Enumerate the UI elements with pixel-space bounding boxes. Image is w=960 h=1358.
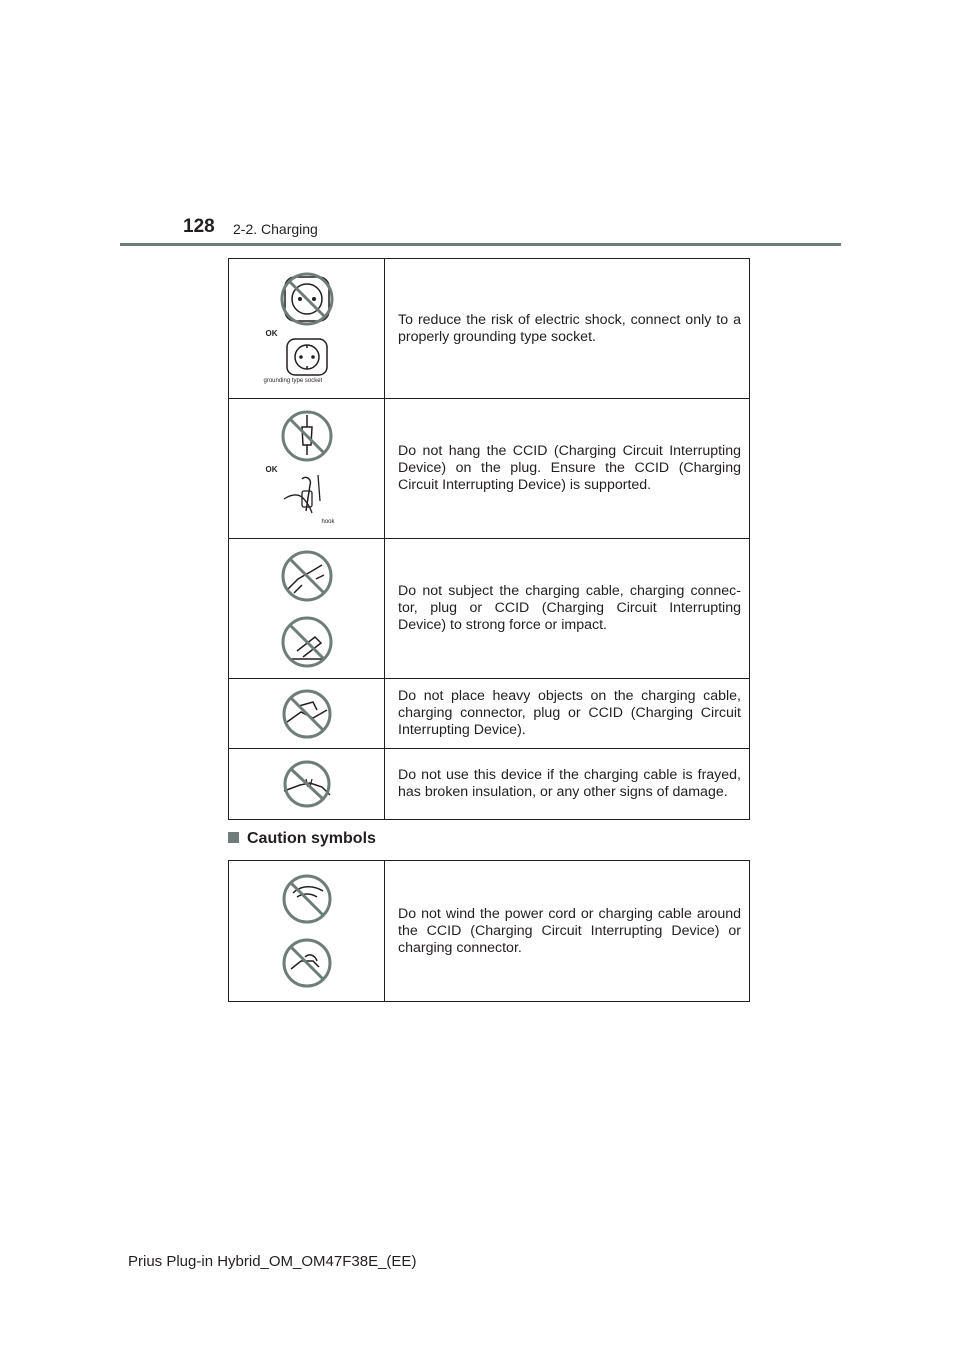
caution-text: Do not subject the charging cable, charging connec-tor, plug or CCID (Charging Circuit Interrupting Device) to strong force or impact. xyxy=(385,539,750,679)
icon-cell xyxy=(229,861,385,1002)
footer-document-id: Prius Plug-in Hybrid_OM_OM47F38E_(EE) xyxy=(128,1253,417,1270)
prohibited-heavy-object-icon xyxy=(279,688,335,740)
table-row xyxy=(229,259,750,399)
grounding-socket-caption: grounding type socket xyxy=(263,377,323,384)
subheading-text: Caution symbols xyxy=(247,830,376,847)
icon-cell xyxy=(229,399,385,539)
subheading-marker xyxy=(228,832,239,843)
page-number: 128 xyxy=(183,216,215,237)
grounding-socket-icon xyxy=(285,337,329,377)
caution-text: Do not wind the power cord or charging cable around the CCID (Charging Circuit Interrupting Device) or charging connector. xyxy=(385,861,750,1002)
prohibited-damaged-cable-icon xyxy=(276,759,338,809)
icon-cell xyxy=(229,539,385,679)
icon-cell xyxy=(229,679,385,749)
header-rule xyxy=(120,243,841,246)
ok-label: OK xyxy=(265,328,278,338)
prohibited-winding-cord-icon xyxy=(279,873,335,925)
caution-table xyxy=(228,860,750,1002)
supported-ccid-hook-icon xyxy=(276,471,332,523)
table-row xyxy=(229,399,750,539)
icon-cell xyxy=(229,259,385,399)
subheading xyxy=(228,830,376,848)
prohibited-socket-icon xyxy=(279,271,335,327)
hook-figure xyxy=(265,464,342,529)
caution-text: Do not use this device if the charging cable is frayed, has broken insulation, or any other signs of damage. xyxy=(385,749,750,820)
prohibited-hanging-ccid-icon xyxy=(280,409,334,463)
table-row xyxy=(229,749,750,820)
grounding-socket-figure xyxy=(263,328,342,387)
section-title: 2-2. Charging xyxy=(233,221,318,237)
caution-text: To reduce the risk of electric shock, connect only to a properly grounding type socket. xyxy=(385,259,750,399)
icon-cell xyxy=(229,749,385,820)
ok-label: OK xyxy=(265,464,278,474)
table-row xyxy=(229,539,750,679)
caution-text: Do not hang the CCID (Charging Circuit Interrupting Device) on the plug. Ensure the CCID (Charging Circuit Interrupting Device) is supported. xyxy=(385,399,750,539)
caution-table xyxy=(228,258,750,820)
caution-text: Do not place heavy objects on the charging cable, charging connector, plug or CCID (Charging Circuit Interrupting Device). xyxy=(385,679,750,749)
table-row xyxy=(229,861,750,1002)
prohibited-crushing-icon xyxy=(279,615,335,669)
hook-label: hook xyxy=(321,518,335,525)
prohibited-winding-connector-icon xyxy=(279,937,335,989)
table-row xyxy=(229,679,750,749)
prohibited-impact-icon xyxy=(278,549,336,603)
